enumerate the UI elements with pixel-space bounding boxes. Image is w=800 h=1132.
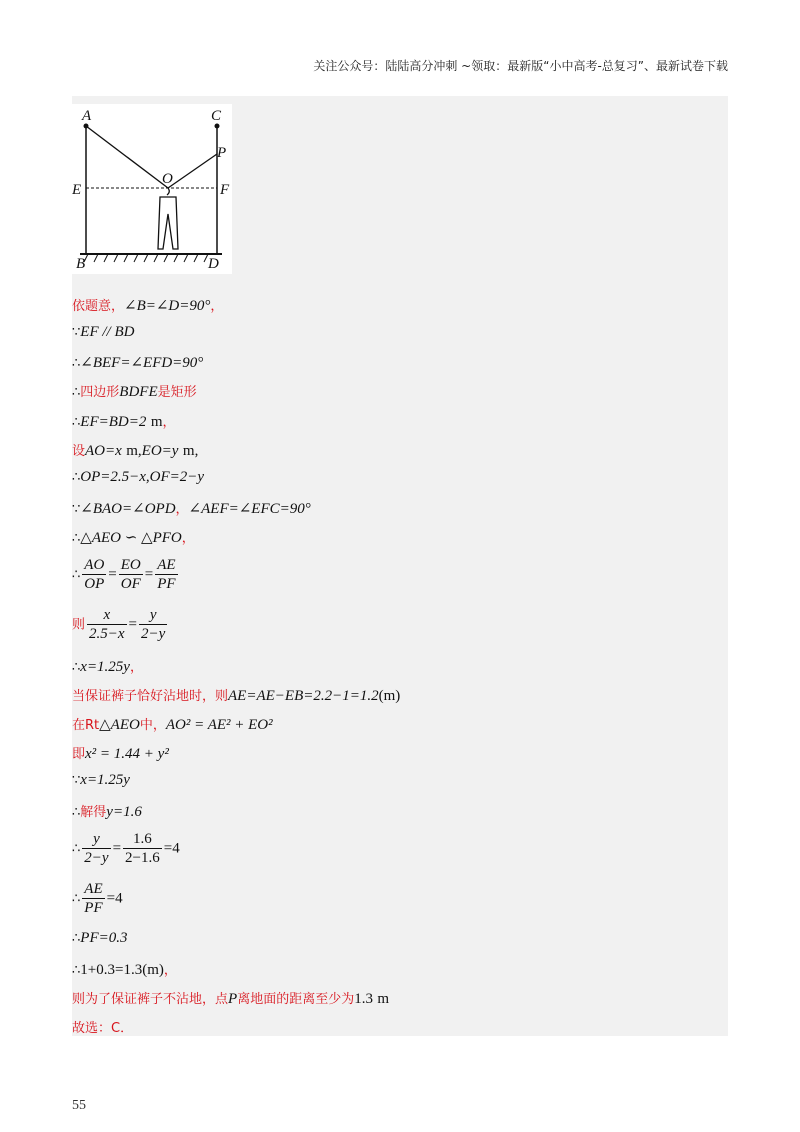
step-12: ∴x=1.25y， xyxy=(72,659,143,675)
label-o: O xyxy=(162,171,173,187)
step-8: ∵∠BAO=∠OPD，∠AEF=∠EFC=90° xyxy=(72,501,311,517)
step-9: ∴△AEO ∽ △PFO， xyxy=(72,530,195,546)
point-a xyxy=(84,124,89,129)
step-2: ∵EF // BD xyxy=(72,324,135,340)
step-22: 则为了保证裤子不沾地，点P离地面的距离至少为1.3 m xyxy=(72,991,390,1007)
step-18: ∴ $\frac{y}{2-y}$ = $\frac{1.6}{2-1.6}$ =4 xyxy=(72,831,180,866)
step-11: 则 $\frac{x}{2.5-x}$ = $\frac{y}{2-y}$ xyxy=(72,607,166,642)
fraction-ao-op: $\frac{AO}{OP}$ xyxy=(84,557,105,592)
label-a: A xyxy=(82,108,92,124)
step-4: ∴四边形BDFE是矩形 xyxy=(72,384,197,400)
step-1: 依题意，∠B=∠D=90°， xyxy=(72,298,224,314)
step-10: ∴ $\frac{AO}{OP}$ = $\frac{EO}{OF}$ = $\frac{AE}{PF}$ xyxy=(72,557,176,592)
fraction-ae-pf-2: $\frac{AE}{PF}$ xyxy=(84,881,103,916)
fraction-ae-pf: $\frac{AE}{PF}$ xyxy=(157,557,176,592)
label-p: P xyxy=(217,145,227,161)
fraction-x: $\frac{x}{2.5-x}$ xyxy=(89,607,125,642)
label-c: C xyxy=(211,108,222,124)
label-e: E xyxy=(72,182,82,198)
step-17: ∴解得y=1.6 xyxy=(72,804,142,820)
point-c xyxy=(215,124,220,129)
fraction-y-2y: $\frac{y}{2-y}$ xyxy=(84,831,109,866)
page-header: 关注公众号：陆陆高分冲刺 ~领取：最新版“小中高考-总复习”、最新试卷下载 xyxy=(313,59,728,73)
segment-ao xyxy=(86,126,168,188)
step-20: ∴PF=0.3 xyxy=(72,930,128,946)
label-b: B xyxy=(76,256,86,272)
step-15: 即x² = 1.44 + y² xyxy=(72,746,169,762)
page-number: 55 xyxy=(72,1098,86,1113)
segment-op xyxy=(168,154,217,188)
label-d: D xyxy=(208,256,219,272)
step-16: ∵x=1.25y xyxy=(72,772,130,788)
geometry-diagram xyxy=(72,104,232,274)
step-19: ∴ $\frac{AE}{PF}$ =4 xyxy=(72,881,123,916)
step-7: ∴OP=2.5−x,OF=2−y xyxy=(72,469,205,485)
step-5: ∴EF=BD=2 m， xyxy=(72,414,176,430)
pants-shape xyxy=(158,197,178,249)
fraction-eo-of: $\frac{EO}{OF}$ xyxy=(120,557,141,592)
label-f: F xyxy=(220,182,230,198)
step-23-answer: 故选：C． xyxy=(72,1021,134,1036)
step-21: ∴1+0.3=1.3(m)， xyxy=(72,962,177,978)
ground-hatching xyxy=(84,254,208,262)
geometry-figure xyxy=(72,104,232,274)
fraction-numeric: $\frac{1.6}{2-1.6}$ xyxy=(125,831,160,866)
step-6: 设AO=x m,EO=y m, xyxy=(72,443,199,459)
hanger-hook xyxy=(167,188,169,195)
step-14: 在Rt△AEO中，AO² = AE² + EO² xyxy=(72,717,273,733)
fraction-y: $\frac{y}{2-y}$ xyxy=(141,607,166,642)
step-3: ∴∠BEF=∠EFD=90° xyxy=(72,355,204,371)
step-13: 当保证裤子恰好沾地时，则AE=AE−EB=2.2−1=1.2(m) xyxy=(72,688,401,704)
